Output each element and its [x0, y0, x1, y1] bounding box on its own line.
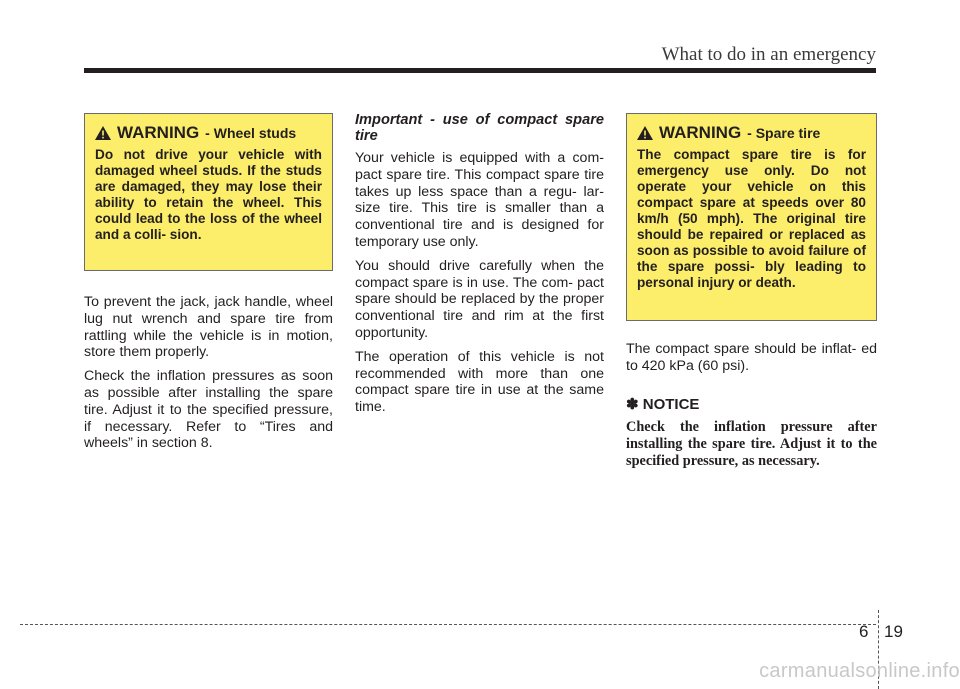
warning-label: WARNING: [659, 123, 742, 142]
warning-box-spare-tire: [626, 113, 877, 321]
warning-box-wheel-studs: [84, 113, 333, 271]
footer-rule: [20, 624, 876, 625]
warning-body: The compact spare tire is for emergency use only. Do not operate your vehicle on this compact spare at speeds over 80 km/h (50 mph). The original tire should be repaired or replaced as soon as possible to avoid failure of the spare possi- bly leading to personal injury or death.: [637, 147, 866, 290]
watermark: carmanualsonline.info: [759, 660, 960, 682]
warning-subtitle: - Wheel studs: [205, 125, 297, 141]
paragraph-inflate-spare: The compact spare should be inflat- ed to 420 kPa (60 psi).: [626, 341, 877, 374]
paragraph-drive-carefully: You should drive carefully when the compact spare is in use. The com- pact spare should be replaced by the proper conventional tire and rim at the first opportunity.: [355, 257, 604, 341]
warning-triangle-icon: [637, 126, 653, 140]
section-number: 6: [859, 622, 869, 641]
notice-body: Check the inflation pressure after installing the spare tire. Adjust it to the specified pressure, as necessary.: [626, 419, 877, 470]
middle-column: [355, 112, 604, 423]
paragraph-check-pressure: Check the inflation pressures as soon as possible after installing the spare tire. Adjust it to the specified pressure, if necessary. Refer to “Tires and wheels” in section 8.: [84, 368, 333, 452]
page-header-title: What to do in an emergency: [661, 44, 876, 65]
header-rule: [84, 68, 876, 73]
notice-title: ✽ NOTICE: [626, 395, 700, 413]
warning-title-row: [95, 123, 322, 143]
left-column: [84, 294, 333, 459]
warning-body: Do not drive your vehicle with damaged wheel studs. If the studs are damaged, they may lose their ability to retain the wheel. This could lead to the loss of the wheel and a colli- sion.: [95, 147, 322, 242]
warning-subtitle: - Spare tire: [747, 125, 821, 141]
paragraph-store-tools: To prevent the jack, jack handle, wheel lug nut wrench and spare tire from rattling while the vehicle is in motion, store them properly.: [84, 294, 333, 361]
warning-label: WARNING: [117, 123, 200, 142]
paragraph-one-spare: The operation of this vehicle is not recommended with more than one compact spare tire in use at the same time.: [355, 348, 604, 416]
paragraph-compact-spare-intro: Your vehicle is equipped with a com- pact spare tire. This compact spare tire takes up less space than a regu- lar-size tire. This tire is smaller than a conventional tire and is designed for temporary use only.: [355, 150, 604, 250]
warning-title-row: [637, 123, 866, 143]
warning-triangle-icon: [95, 126, 111, 140]
right-column: [626, 341, 877, 470]
section-heading-compact-spare: Important - use of compact spare tire: [355, 112, 604, 144]
page-number: 19: [884, 622, 903, 641]
